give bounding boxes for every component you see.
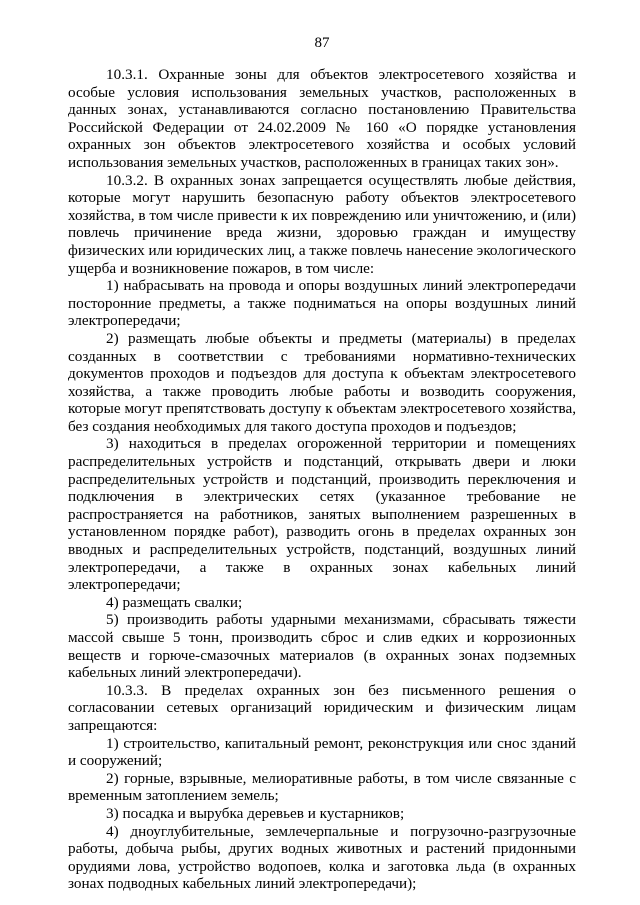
list-item-10-3-2-2: 2) размещать любые объекты и предметы (материалы) в пределах созданных в соответствии с требованиями нормативно-технических документов проходов и подъездов для доступа к объектам электросетевого хозяйства, а также проводить любые работы и возводить сооружения, которые могут препятствовать доступу к объектам электросетевого хозяйства, без создания необходимых для такого доступа проходов и подъездов; [68, 329, 576, 435]
list-item-10-3-3-2: 2) горные, взрывные, мелиоративные работы, в том числе связанные с временным затоплением земель; [68, 769, 576, 805]
paragraph-10-3-3: 10.3.3. В пределах охранных зон без письменного решения о согласовании сетевых организаций юридическим и физическим лицам запрещаются: [68, 681, 576, 734]
document-page [68, 34, 576, 893]
list-item-10-3-2-1: 1) набрасывать на провода и опоры воздушных линий электропередачи посторонние предметы, а также подниматься на опоры воздушных линий электропередачи; [68, 277, 576, 330]
list-item-10-3-2-3: 3) находиться в пределах огороженной территории и помещениях распределительных устройств и подстанций, открывать двери и люки распределительных устройств и подстанций, производить переключения и подключения в электрических сетях (указанное требование не распространяется на работников, занятых выполнением разрешенных в установленном порядке работ), разводить огонь в пределах охранных зон вводных и распределительных устройств, подстанций, воздушных линий электропередачи, а также в охранных зонах кабельных линий электропередачи; [68, 435, 576, 594]
list-item-10-3-3-3: 3) посадка и вырубка деревьев и кустарников; [106, 804, 405, 822]
page-number: 87 [314, 35, 330, 51]
list-item-10-3-3-1: 1) строительство, капитальный ремонт, реконструкция или снос зданий и сооружений; [68, 734, 576, 770]
paragraph-10-3-2: 10.3.2. В охранных зонах запрещается осуществлять любые действия, которые могут нарушить безопасную работу объектов электросетевого хозяйства, в том числе привести к их повреждению или уничтожению, и (или) повлечь причинение вреда жизни, здоровью граждан и имуществу физических или юридических лиц, а также повлечь нанесение экологического ущерба и возникновение пожаров, в том числе: [68, 171, 576, 277]
list-item-10-3-2-5: 5) производить работы ударными механизмами, сбрасывать тяжести массой свыше 5 тонн, производить сброс и слив едких и коррозионных веществ и горюче-смазочных материалов (в охранных зонах подземных кабельных линий электропередачи). [68, 611, 576, 682]
paragraph-10-3-1: 10.3.1. Охранные зоны для объектов электросетевого хозяйства и особые условия использования земельных участков, расположенных в данных зонах, устанавливаются согласно постановлению Правительства Российской Федерации от 24.02.2009 № 160 «О порядке установления охранных зон объектов электросетевого хозяйства и особых условий использования земельных участков, расположенных в границах таких зон». [68, 66, 576, 171]
list-item-10-3-3-4: 4) дноуглубительные, землечерпальные и погрузочно-разгрузочные работы, добыча рыбы, других водных животных и растений придонными орудиями лова, устройство водопоев, колка и заготовка льда (в охранных зонах подводных кабельных линий электропередачи); [68, 822, 576, 893]
list-item-10-3-2-4: 4) размещать свалки; [106, 593, 243, 611]
document-body [68, 66, 576, 893]
